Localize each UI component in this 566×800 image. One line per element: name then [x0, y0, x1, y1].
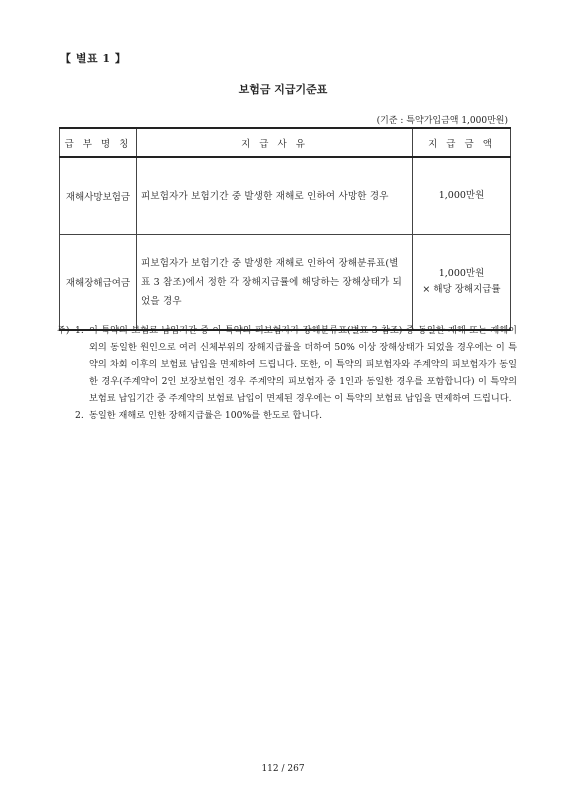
footnote-text: 이 특약의 보험료 납입기간 중 이 특약의 피보험자가 장해분류표(별표 3 참조) 중 동일한 재해 또는 재해이외의 동일한 원인으로 여러 신체부위의 장해지급률을 더하여 50% 이상 장해상태가 되었을 경우에는 이 특약의 차회 이후의 보험료 납입을 면제하여 드립니다. 또한, 이 특약의 피보험자와 주계약의 피보험자가 동일한 경우(주계약이 2인 보장보험인 경우 주계약의 피보험자 중 1인과 동일한 경우를 포함합니다) 이 특약의 보험료 납입기간 중 주계약의 보험료 납입이 면제된 경우에는 이 특약의 보험료 납입을 면제하여 드립니다.	[89, 325, 517, 404]
document-title: 보험금 지급기준표	[238, 83, 328, 96]
footnote-number: 2.	[75, 410, 84, 421]
list-item	[57, 407, 517, 424]
payout-table	[59, 127, 511, 331]
payment-reason-cell: 피보험자가 보험기간 중 발생한 재해로 인하여 사망한 경우	[137, 157, 413, 235]
amount-line: 1,000만원	[438, 268, 485, 279]
benefit-name-cell: 재해사망보험금	[60, 157, 137, 235]
basis-note: (기준 : 특약가입금액 1,000만원)	[376, 116, 508, 126]
header-payment-amount: 지 급 금 액	[413, 128, 511, 157]
benefit-name-cell: 재해장해급여금	[60, 235, 137, 331]
list-item	[57, 322, 517, 407]
header-benefit-name: 급 부 명 칭	[60, 128, 137, 157]
page-number: 112 / 267	[261, 764, 305, 774]
payment-amount-cell	[413, 235, 511, 331]
table-row	[60, 235, 511, 331]
table-header-row	[60, 128, 511, 157]
table-row	[60, 157, 511, 235]
appendix-heading: 【 별표 1 】	[60, 52, 127, 65]
footnotes	[57, 322, 517, 424]
header-payment-reason: 지 급 사 유	[137, 128, 413, 157]
footnote-number: 1.	[75, 325, 84, 336]
amount-multiplier-line: × 해당 장해지급률	[422, 284, 501, 295]
payment-amount-cell	[413, 157, 511, 235]
payment-reason-cell: 피보험자가 보험기간 중 발생한 재해로 인하여 장해분류표(별표 3 참조)에서 정한 각 장해지급률에 해당하는 장해상태가 되었을 경우	[137, 235, 413, 331]
footnote-prefix-spacer	[57, 407, 75, 424]
amount-line: 1,000만원	[438, 190, 485, 201]
footnote-prefix: 주)	[57, 325, 70, 336]
footnote-text: 동일한 재해로 인한 장해지급률은 100%를 한도로 합니다.	[89, 410, 323, 421]
